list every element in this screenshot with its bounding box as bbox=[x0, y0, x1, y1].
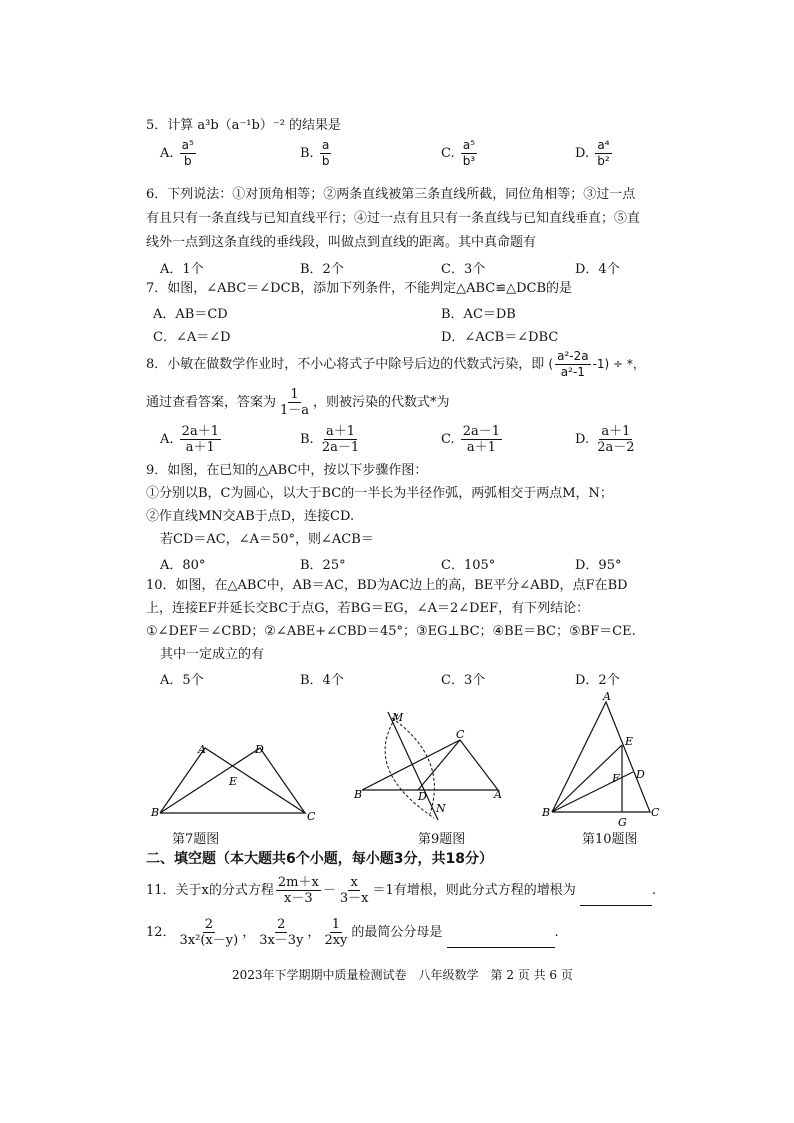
q5-stem: 5．计算 a³b（a⁻¹b）⁻² 的结果是 bbox=[146, 118, 342, 133]
q8-d-num: a＋1 bbox=[601, 424, 631, 439]
page-footer: 2023年下学期期中质量检测试卷 八年级数学 第 2 页 共 6 页 bbox=[232, 968, 573, 982]
q12-f3-den: 2xy bbox=[324, 933, 348, 948]
q12-f3-num: 1 bbox=[331, 917, 341, 932]
fig10-label-g: G bbox=[618, 816, 627, 829]
q8-option-b bbox=[300, 424, 363, 455]
q5-option-b bbox=[300, 138, 333, 169]
q10-option-a: A．5个 bbox=[160, 673, 204, 688]
fig10-label-c: C bbox=[651, 806, 660, 819]
q8-stem bbox=[146, 349, 645, 380]
q8-c-den: a＋1 bbox=[466, 440, 496, 455]
q8-a-num: 2a＋1 bbox=[181, 424, 219, 439]
q11-answer-blank[interactable] bbox=[580, 891, 652, 906]
q9-line-3: ②作直线MN交AB于点D，连接CD. bbox=[146, 509, 355, 524]
fig9-label-b: B bbox=[354, 788, 363, 801]
fig10-label-b: B bbox=[542, 806, 551, 819]
q8-d-den: 2a－2 bbox=[597, 440, 635, 455]
q5-option-b-letter: B. bbox=[300, 146, 314, 161]
q11-fraction-1 bbox=[276, 875, 321, 906]
q9-option-c: C．105° bbox=[441, 558, 496, 573]
q9-line-1: 9．如图，在已知的△ABC中，按以下步骤作图： bbox=[146, 463, 428, 478]
q5-option-d-fraction bbox=[595, 138, 611, 169]
q7-option-d: D．∠ACB＝∠DBC bbox=[441, 330, 559, 345]
fig9-triangle bbox=[362, 740, 498, 790]
q6-option-d: D．4个 bbox=[575, 262, 620, 277]
q7-option-c: C．∠A＝∠D bbox=[153, 330, 231, 345]
q11-suffix: ＝1有增根，则此分式方程的增根为 bbox=[372, 883, 576, 898]
fig9-segment-cd bbox=[418, 740, 460, 790]
q8-b-fraction bbox=[320, 424, 361, 455]
q5-option-a-letter: A. bbox=[160, 146, 174, 161]
q8-d-letter: D. bbox=[575, 432, 590, 447]
q6-line-2: 有且只有一条直线与已知直线平行；④过一点有且只有一条直线与已知直线垂直；⑤直 bbox=[146, 211, 641, 226]
q5-option-c-fraction bbox=[461, 138, 477, 169]
q8-stem-text: 8．小敏在做数学作业时，不小心将式子中除号后边的代数式污染，即 bbox=[146, 357, 545, 372]
fig7-label-b: B bbox=[151, 806, 160, 819]
q5-option-a-fraction bbox=[180, 138, 196, 169]
q8-option-d bbox=[575, 424, 639, 455]
q8-option-a bbox=[160, 424, 223, 455]
q8-polluted-expression bbox=[548, 349, 645, 379]
q9-line-4: 若CD＝AC，∠A＝50°，则∠ACB＝ bbox=[160, 532, 374, 547]
q5-b-den: b bbox=[321, 154, 330, 168]
q10-line-1: 10．如图，在△ABC中，AB＝AC，BD为AC边上的高，BE平分∠ABD，点F在BD bbox=[146, 578, 628, 593]
q5-option-c-letter: C. bbox=[441, 146, 455, 161]
q11-fraction-2 bbox=[338, 875, 371, 906]
q6-line-1: 6．下列说法：①对顶角相等；②两条直线被第三条直线所截，同位角相等；③过一点 bbox=[146, 187, 636, 202]
q5-option-d bbox=[575, 138, 614, 169]
q6-option-b: B．2个 bbox=[300, 262, 344, 277]
q11-prefix: 11．关于x的分式方程 bbox=[146, 883, 274, 898]
q9-option-b: B．25° bbox=[300, 558, 346, 573]
q12-fraction-2 bbox=[257, 917, 305, 948]
section-2-title: 二、填空题（本大题共6个小题，每小题3分，共18分） bbox=[146, 851, 493, 867]
figure-9 bbox=[350, 708, 510, 823]
fig7-label-e: E bbox=[229, 775, 238, 788]
q8-expr-den: a²-1 bbox=[560, 365, 585, 379]
q10-line-4: 其中一定成立的有 bbox=[160, 647, 265, 662]
fig9-label-a: A bbox=[494, 788, 502, 801]
q6-option-a: A．1个 bbox=[160, 262, 204, 277]
q8-answer-fraction bbox=[278, 387, 311, 418]
q8-line2-after: ，则被污染的代数式*为 bbox=[313, 395, 450, 410]
q12-f1-num: 2 bbox=[204, 917, 213, 932]
q11-f2-den: 3－x bbox=[339, 891, 369, 906]
q12-answer-blank[interactable] bbox=[447, 933, 555, 948]
q11-f1-den: x－3 bbox=[284, 891, 313, 906]
figure-10 bbox=[540, 690, 665, 830]
q8-d-fraction bbox=[595, 424, 636, 455]
q8-expr-open: ( bbox=[548, 357, 554, 371]
q5-option-a bbox=[160, 138, 198, 169]
q6-option-c: C．3个 bbox=[441, 262, 486, 277]
q12-f2-den: 3x－3y bbox=[259, 933, 304, 948]
q5-c-num: a⁵ bbox=[462, 138, 476, 152]
q11-f1-num: 2m＋x bbox=[277, 875, 319, 890]
q5-a-den: b bbox=[183, 154, 192, 168]
fig7-label-d: D bbox=[255, 743, 264, 756]
q8-b-num: a＋1 bbox=[325, 424, 355, 439]
fig9-label-d: D bbox=[418, 790, 427, 803]
q8-c-num: 2a－1 bbox=[462, 424, 501, 439]
q12-comma-1: ， bbox=[242, 925, 256, 940]
q8-c-fraction bbox=[461, 424, 502, 455]
q10-line-3: ①∠DEF＝∠CBD；②∠ABE+∠CBD＝45°；③EG⊥BC；④BE＝BC；⑤BF＝CE. bbox=[146, 624, 636, 639]
q11-minus: － bbox=[322, 883, 336, 898]
fig10-segment-bd bbox=[552, 772, 633, 812]
q12 bbox=[146, 917, 559, 948]
q12-prefix: 12． bbox=[146, 925, 176, 940]
q8-b-letter: B. bbox=[300, 432, 314, 447]
fig7-label-c: C bbox=[307, 810, 316, 823]
q8-a-letter: A. bbox=[160, 432, 174, 447]
q9-option-a: A．80° bbox=[160, 558, 206, 573]
q5-b-num: a bbox=[321, 138, 330, 152]
figure-9-caption: 第9题图 bbox=[418, 832, 466, 847]
q8-expr-tail: -1) ÷ *， bbox=[592, 357, 645, 371]
q12-f1-den: 3x²(x－y) bbox=[179, 933, 239, 948]
fig9-label-n: N bbox=[436, 802, 446, 815]
figure-7-caption: 第7题图 bbox=[172, 832, 220, 847]
fig10-label-f: F bbox=[612, 772, 620, 785]
q8-option-c bbox=[441, 424, 504, 455]
fig10-label-d: D bbox=[636, 768, 645, 781]
q8-a-fraction bbox=[180, 424, 221, 455]
q8-expr-fraction bbox=[555, 349, 590, 380]
q11-f2-num: x bbox=[350, 875, 358, 890]
fig9-label-c: C bbox=[456, 728, 465, 741]
q10-option-b: B．4个 bbox=[300, 673, 344, 688]
figure-7 bbox=[145, 738, 320, 823]
q8-expr-num: a²-2a bbox=[557, 349, 589, 363]
q5-option-c bbox=[441, 138, 479, 169]
q5-option-b-fraction bbox=[320, 138, 332, 169]
q7-option-b: B．AC＝DB bbox=[441, 307, 516, 322]
q12-end: . bbox=[554, 925, 559, 940]
q6-line-3: 线外一点到这条直线的垂线段，叫做点到直线的距离。其中真命题有 bbox=[146, 235, 537, 250]
q8-line2-before: 通过查看答案，答案为 bbox=[146, 395, 277, 410]
q5-d-num: a⁴ bbox=[597, 138, 610, 152]
q7-stem: 7．如图，∠ABC＝∠DCB，添加下列条件，不能判定△ABC≌△DCB的是 bbox=[146, 281, 573, 296]
q9-option-d: D．95° bbox=[575, 558, 622, 573]
q5-c-den: b³ bbox=[462, 154, 476, 168]
figure-10-caption: 第10题图 bbox=[582, 832, 638, 847]
q8-a-den: a＋1 bbox=[185, 440, 215, 455]
q8-line-2 bbox=[146, 387, 450, 418]
q9-line-2: ①分别以B，C为圆心，以大于BC的一半长为半径作弧，两弧相交于两点M，N； bbox=[146, 486, 613, 501]
q12-suffix: 的最简公分母是 bbox=[351, 925, 443, 940]
q12-fraction-3 bbox=[322, 917, 349, 948]
q8-ans-num: 1 bbox=[290, 387, 299, 402]
q8-c-letter: C. bbox=[441, 432, 455, 447]
fig10-label-a: A bbox=[603, 690, 611, 703]
q10-line-2: 上，连接EF并延长交BC于点G，若BG＝EG，∠A＝2∠DEF，有下列结论： bbox=[146, 601, 590, 616]
q7-option-a: A．AB＝CD bbox=[153, 307, 228, 322]
q10-option-d: D．2个 bbox=[575, 673, 620, 688]
q11 bbox=[146, 875, 656, 906]
fig9-label-m: M bbox=[392, 711, 404, 724]
q5-a-num: a⁵ bbox=[181, 138, 194, 152]
q12-f2-num: 2 bbox=[277, 917, 286, 932]
q8-ans-den: 1－a bbox=[280, 403, 310, 418]
q5-option-d-letter: D. bbox=[575, 146, 590, 161]
q12-comma-2: ， bbox=[307, 925, 321, 940]
fig10-label-e: E bbox=[625, 735, 634, 748]
fig7-label-a: A bbox=[198, 743, 206, 756]
q11-end: . bbox=[651, 883, 656, 898]
q5-d-den: b² bbox=[597, 154, 610, 168]
q8-b-den: 2a－1 bbox=[321, 440, 360, 455]
fig10-triangle-abc bbox=[552, 702, 650, 812]
q10-option-c: C．3个 bbox=[441, 673, 486, 688]
q12-fraction-1 bbox=[178, 917, 241, 948]
